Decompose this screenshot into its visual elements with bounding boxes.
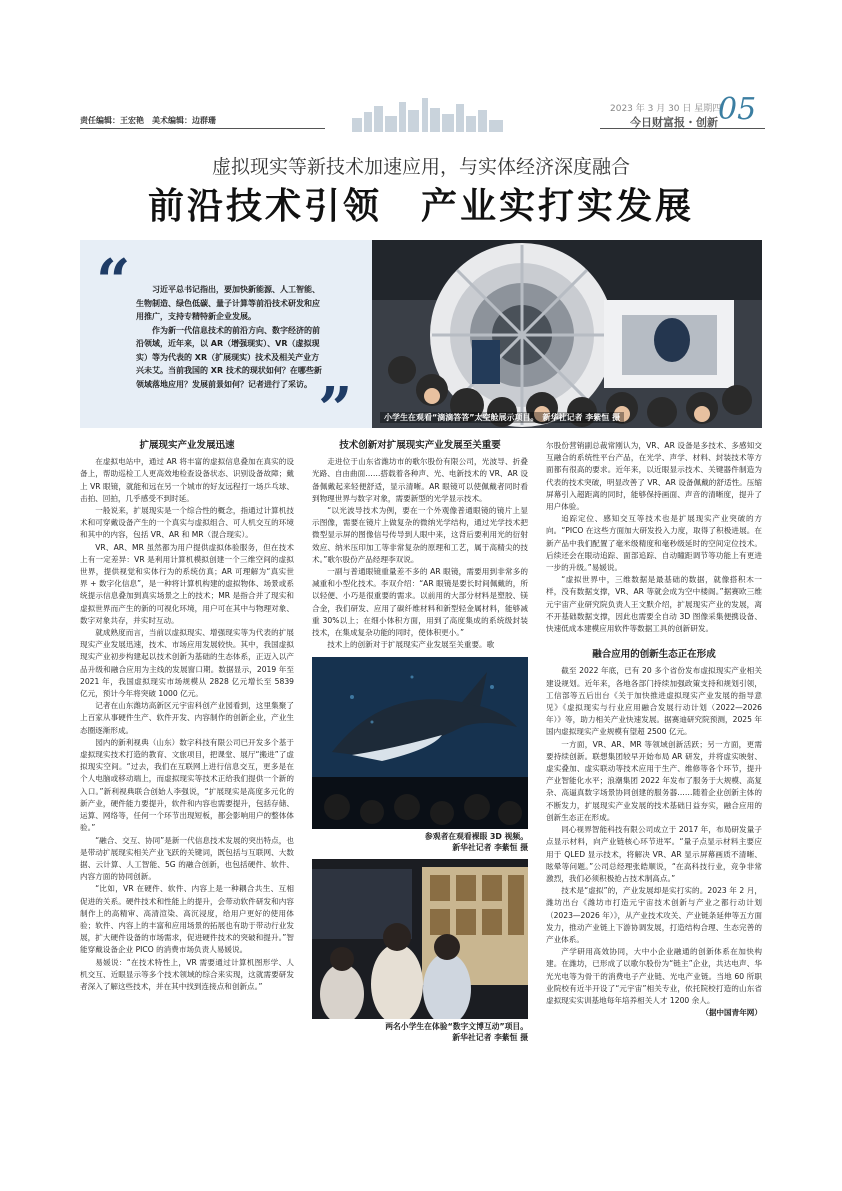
column-1	[80, 440, 294, 993]
paragraph: 记者在山东潍坊高新区元宇宙科创产业园看到，这里集聚了上百家从事硬件生产、软件开发、内容制作的创新企业，产业生态圈逐渐形成。	[80, 701, 294, 735]
intro-text	[136, 283, 326, 391]
section-heading-innovation: 技术创新对扩展现实产业发展至关重要	[339, 440, 501, 451]
kids-caption-line-2: 新华社记者 李紫恒 摄	[452, 1033, 528, 1043]
section-heading-ecosystem: 融合应用的创新生态正在形成	[592, 649, 716, 661]
city-skyline-graphic	[332, 96, 532, 132]
paragraph: 同心视界智能科技有限公司成立于 2017 年，布局研发量子点显示材料，向产业链核心环节进军。“量子点显示材料主要应用于 QLED 显示技术，将解决 VR、AR 显示屏幕画质不清晰、眩晕等问题。”公司总经理张皓顺说，“在高科技行业，竞争非常激烈，我们必须积极抢占技术制高点。”	[546, 825, 762, 883]
top-photo-caption: 小学生在观看“滴滴答答”太空舱展示项目。 新华社记者 李紫恒 摄	[380, 412, 624, 423]
paragraph: 截至 2022 年底，已有 20 多个省份发布虚拟现实产业相关建设规划。近年来，各地各部门持续加强政策支持和规划引领，工信部等五后出台《关于加快推进虚拟现实产业发展的指导意见》《虚拟现实与行业应用融合发展行动计划（2022—2026 年）》等，助力相关产业快速发展。据赛迪研究院预测，2025 年国内虚拟现实产业规模有望超 2500 亿元。	[546, 666, 762, 737]
paragraph: 技术是“虚拟”的，产业发展却是实打实的。2023 年 2 月，潍坊出台《潍坊市打造元宇宙技术创新与产业之都行动计划（2023—2026 年）》，从产业技术攻关、产业链条延伸等五方面发力，推动产业链上下游协调发展，打造结构合理、生态完善的产业体系。	[546, 886, 762, 944]
paragraph: 就成熟度而言，当前以虚拟现实、增强现实等为代表的扩展现实产业发展迅速，技术、市场应用发展较快。其中，我国虚拟现实产业初步构建起以技术创新为基础的生态体系，正迈入以产品升级和融合应用为主线的发展窗口期。数据显示，2019 年至 2021 年，我国虚拟现实市场规模从 2828 亿元增长至 5839 亿元，预计今年将突破 1000 亿元。	[80, 628, 294, 699]
article-source: （据中国青年网）	[701, 1008, 762, 1018]
paragraph: VR、AR、MR 虽然都为用户提供虚拟体验服务，但在技术上有一定差异：VR 是利用计算机模拟创建一个三维空间的虚拟世界，提供视觉和实体行为的系统仿真；AR 可理解为“真实世界 + 数字化信息”，是一种将计算机构建的虚拟物体、场景或系统提示信息叠加到真实场景之上的技术；MR 是指合并了现实和虚拟世界而产生的新的可视化环境，用户可在其中与物理对象、数字对象共存，并实时互动。	[80, 542, 294, 625]
paragraph: 追踪定位、感知交互等技术也是扩展现实产业突破的方向。“PICO 在这些方面加大研发投入力度，取得了积极进展。在新产品中我们配置了毫米级精度和毫秒级延时的空间定位技术。后续还会在眼动追踪、面部追踪、自动瞳距调节等功能上有更进一步的升级。”易媛说。	[546, 514, 762, 573]
whale-photo-caption	[312, 831, 528, 853]
whale-caption-line-1: 参观者在观看裸眼 3D 视频。	[424, 832, 528, 842]
header-rule-right	[600, 128, 765, 129]
paragraph: “融合、交互、协同”是新一代信息技术发展的突出特点，也是带动扩展现实相关产业飞跃的关键词，既包括与互联网、大数据、云计算、人工智能、5G 的融合创新，也包括硬件、软件、内容方面的协同创新。	[80, 835, 294, 882]
paragraph: 产学研用高效协同，大中小企业融通的创新体系在加快构建。在潍坊，已形成了以歌尔股份为“链主”企业，共达电声、华光光电等为骨干的消费电子产业链、光电产业链。当地 60 所职业院校有近半开设了“元宇宙”相关专业，依托院校打造的山东省虚拟现实实训基地每年培养相关人才 1200 余人。	[546, 947, 762, 1005]
space-capsule-photo	[372, 240, 762, 428]
paragraph: 一方面，VR、AR、MR 等领域创新活跃；另一方面，更需要持续创新。联想集团较早开始布局 AR 研发，并将虚实映射、虚实叠加、虚实联动等技术应用于生产、维修等各个环节，提升产业智能化水平；浪潮集团 2022 年发布了服务于大规模、高复杂、高逼真数字场景协同创建的服务器……随着企业创新主体的不断发力，扩展现实产业发展的技术基础日益夯实，融合应用的创新生态正在形成。	[546, 739, 762, 822]
paragraph: “虚拟世界中，三维数据是最基础的数据，就像搭积木一样，没有数据支撑，VR、AR 等就会成为空中楼阁。”据赛欧三维元宇宙产业研究院负责人王文默介绍，扩展现实产业的发展，离不开基础数据支撑，因此也需要全自动 3D 图像采集便携设备、快速低成本建模应用软件等数据工具的创新研发。	[546, 575, 762, 634]
newspaper-brand: 今日财富报・创新	[630, 116, 718, 129]
paragraph: 易媛说：“在技术特性上，VR 需要通过计算机图形学、人机交互、近眼显示等多个技术领域的综合来实现，这就需要研发者深入了解这些技术，并在其中找到连接点和创新点。”	[80, 957, 294, 991]
paragraph: “比如，VR 在硬件、软件、内容上是一种耦合共生、互相促进的关系。硬件技术和性能上的提升，会带动软件研发和内容制作上的高精审、高清渲染、高沉浸度，给用户更好的使用体验；软件、内容上的丰富和应用场景的拓展也有助于带动行业发展，扩大硬件设备的市场需求，促进硬件技术的突破和提升。”智能穿戴设备企业 PICO 的消费市场负责人易媛说。	[80, 884, 294, 955]
article-subtitle: 虚拟现实等新技术加速应用，与实体经济深度融合	[211, 156, 630, 178]
paragraph: 在虚拟电站中，通过 AR 将丰富的虚拟信息叠加在真实的设备上，帮助巡检工人更高效地检查设备状态、识别设备故障；戴上 VR 眼镜，就能和远在另一个城市的好友远程打一场乒乓球、击拍、回拍，几乎感受不到时延。	[80, 457, 294, 503]
paragraph: 技术上的创新对于扩展现实产业发展至关重要。歌	[327, 640, 495, 650]
kids-photo-caption	[312, 1021, 528, 1043]
paragraph: 园内的新利视典（山东）数字科技有限公司已开发多个基于虚拟现实技术打造的教育、文旅项目，把课堂、展厅“搬进”了虚拟现实空间。“过去，我们在互联网上进行信息交互，更多是在个人电脑或移动端上，而虚拟现实等技术正给我们提供一个新的入口。”新利视典联合创始人李强说，“扩展现实是高度多元化的新产业，硬件能力要提升，软件和内容也需要提升，包括存储、运算、网络等，任何一个环节出现短板，都会影响用户的整体体验。”	[80, 737, 294, 833]
whale-caption-line-2: 新华社记者 李紫恒 摄	[452, 843, 528, 853]
section-heading-industry: 扩展现实产业发展迅速	[139, 440, 235, 451]
paragraph: “以光波导技术为例，要在一个外观像普通眼镜的镜片上显示图像，需要在镜片上做复杂的微纳光学结构，通过光学技术把微型显示屏的图像信号传导到人眼中来，这背后要利用光的衍射效应、纳米压印加工等非常复杂的原理和工艺，属于高精尖的技术。”歌尔股份产品经理李双说。	[312, 506, 528, 564]
paragraph: 一副与普通眼镜重量差不多的 AR 眼镜，需要用到非常多的减重和小型化技术。李双介绍：“AR 眼镜是要长时间佩戴的，所以轻便、小巧是很重要的需求。以前用的大部分材料是塑胶、镁合金，我们研发、应用了碳纤维材料和新型轻金属材料，能够减重 30%以上；在细小体积方面，用到了高度集成的系统级封装技术，在集成复杂功能的同时，使体积更小。”	[312, 567, 528, 638]
open-quote-icon: “	[96, 247, 131, 317]
page-number: 05	[718, 92, 757, 127]
column-3	[546, 440, 762, 1019]
header-rule-left	[80, 128, 325, 129]
column-2	[312, 440, 528, 1049]
paragraph: 一般说来，扩展现实是一个综合性的概念，指通过计算机技术和可穿戴设备产生的一个真实与虚拟组合、可人机交互的环境和其中的内容，包括 VR、AR 和 MR（混合现实）。	[80, 506, 294, 540]
whale-3d-photo	[312, 657, 528, 829]
kids-caption-line-1: 两名小学生在体验“数字文博互动”项目。	[385, 1022, 528, 1032]
close-quote-icon: ”	[318, 375, 353, 445]
intro-para-2: 作为新一代信息技术的前沿方向、数字经济的前沿领域，近年来，以 AR（增强现实）、VR（虚拟现实）等为代表的 XR（扩展现实）技术及相关产业方兴未艾。当前我国的 XR 技术的现状如何？在哪些新领域落地应用？发展前景如何？记者进行了采访。	[136, 325, 322, 389]
article-title: 前沿技术引领 产业实打实发展	[147, 185, 694, 227]
intro-para-1: 习近平总书记指出，要加快新能源、人工智能、生物制造、绿色低碳、量子计算等前沿技术研发和应用推广，支持专精特新企业发展。	[136, 285, 320, 321]
editor-credits: 责任编辑：王宏艳 美术编辑：边群珊	[80, 116, 216, 125]
issue-date: 2023 年 3 月 30 日 星期四	[610, 104, 722, 114]
paragraph: 尔股份营销副总裁常刚认为，VR、AR 设备是多技术、多感知交互融合的系统性平台产品，在光学、声学、材料、封装技术等方面都有很高的要求。近年来，以近眼显示技术、关键器件制造为代表的技术突破，明显改善了 VR、AR 设备佩戴的舒适性。压缩屏幕引入超距离的同时，能够保持画面、声音的清晰度，提升了用户体验。	[546, 441, 762, 512]
kids-digital-museum-photo	[312, 859, 528, 1019]
paragraph: 走进位于山东省潍坊市的歌尔股份有限公司，光波导、折叠光路、自由曲面……搭载着各种声、光、电新技术的 VR、AR 设备佩戴起来轻便舒适，显示清晰。AR 眼镜可以使佩戴者同时看到物理世界与数字对象，需要新型的光学显示技术。	[312, 457, 528, 503]
